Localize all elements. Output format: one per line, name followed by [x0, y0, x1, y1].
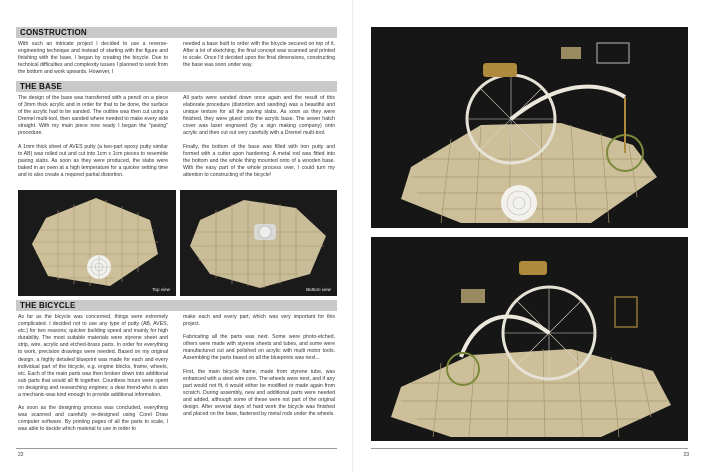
paragraph: make each and every part, which was very important for this project. [183, 314, 335, 328]
base-top-view-image [18, 190, 176, 296]
bicycle-col-1 [18, 314, 168, 446]
heading-text: THE BASE [20, 82, 63, 91]
heading-text: THE BICYCLE [20, 301, 76, 310]
photo-bicycle-front [371, 27, 688, 228]
base-bottom-view-image [180, 190, 337, 296]
footer-rule [16, 448, 337, 449]
section-heading-base [16, 81, 337, 92]
paragraph: needed a base built to order with the bicycle secured on top of it. After a lot of sketching, the final concept was scanned and printed to scale. Once I'd decided upon the final dimensions, constructing the base was soon under way. [183, 41, 335, 69]
photo-caption: Top view [152, 287, 170, 292]
left-page [0, 0, 354, 472]
section-heading-construction [16, 27, 337, 38]
paragraph: First, the main bicycle frame, made from styrene tube, was enhanced with a steel wire core. The wheels were next, and if any part would not fit, it would either be modified or made again from scratch. During assembly, new and additional parts were needed and added, although some of these were not part of the original design. After several days of hard work the bicycle was finished and placed on the base, fastened by metal rods under the wheels. [183, 368, 335, 418]
footer-rule [371, 448, 688, 449]
bicycle-side-image [371, 237, 688, 441]
photo-base-top-view [18, 190, 176, 296]
paragraph: Finally, the bottom of the base was filled with iron putty and formed with a cutter upon hardening. A metal rod was fitted into the bottom and the whole thing mounted onto of a wooden base. With the easy part of the whole process over, I could turn my attention to constructing of the bicycle! [183, 143, 335, 178]
paragraph: All parts were sanded down once again and the result of this elaborate procedure (distortion and sanding) was a beautiful and unique texture for all the paving slabs. As soon as they were finished, they were glued onto the acrylic base. The sewer hatch cover was laser engraved (by a sign making company) onto acrylic and then cut out very carefully with a Dremel multi-tool. [183, 95, 335, 137]
bicycle-front-image [371, 27, 688, 228]
photo-base-bottom-view [180, 190, 337, 296]
page-number-left: 22 [18, 452, 24, 458]
base-col-1 [18, 95, 168, 191]
page-number-right: 23 [683, 452, 689, 458]
paragraph: Fabricating all the parts was next. Some were photo-etched, others were made with styrene sheets and tubes, and some were manufactured cut and polished on acrylic with multi motor tools. Assembling the parts based on all the blueprints was next... [183, 334, 335, 362]
base-col-2 [183, 95, 335, 191]
photo-caption: Bottom view [305, 287, 331, 292]
paragraph: As soon as the designing process was concluded, everything was scanned and carefully re-designed using Corel Draw computer software. By printing pages of all the parts to scale, I was able to decide which material to use in order to [18, 405, 168, 433]
construction-col-2 [183, 41, 335, 77]
paragraph: A 1mm thick sheet of AVES putty (a two-part epoxy putty similar to AB) was rolled out and cut into 1cm x 1cm pieces to resemble paving slabs. As soon as they were produced, the slabs were baked in an oven at a high temperature for a quicker setting time and to also create a required partial distortion. [18, 143, 168, 178]
construction-col-1 [18, 41, 168, 77]
paragraph: As far as the bicycle was concerned, things were extremely complicated. I decided not to use any type of putty (AB, AVES, etc.) for two reasons; quicker building speed and mainly for high durability. The most suitable materials were styrene sheet and strip, wire, acrylic and etched-brass parts. In order for everything to work, precision drawings were needed. Based on my original design, a highly detailed blueprint was made for each and every individual part of the bicycle, e.g. engine blocks, frame, wheels, etc. Each of the main parts was then broken down into additional sub parts that would all fit together. Countless hours were spent on designing and researching engines; a dear friend-who is also a mechanic-was kind enough to provide additional information. [18, 314, 168, 399]
photo-bicycle-side [371, 237, 688, 441]
heading-text: CONSTRUCTION [20, 28, 87, 37]
bicycle-col-2 [183, 314, 335, 446]
paragraph: The design of the base was transferred with a pencil on a piece of 3mm thick acrylic and in order for that to be done, the surface of the acrylic had to be sanded. The outline was then cut using a Dremel multi-tool, then sanded where needed to make every side straight. With my main piece now ready I began the "paving" procedure. [18, 95, 168, 137]
section-heading-bicycle [16, 300, 337, 311]
right-page [354, 0, 709, 472]
paragraph: With such an intricate project I decided to use a reverse-engineering technique and instead of starting with the figure and finishing with the base, I began by creating the bicycle. Due to technical difficulties and complexity issues I planned to work from the bottom and work upwards. However, I [18, 41, 168, 76]
